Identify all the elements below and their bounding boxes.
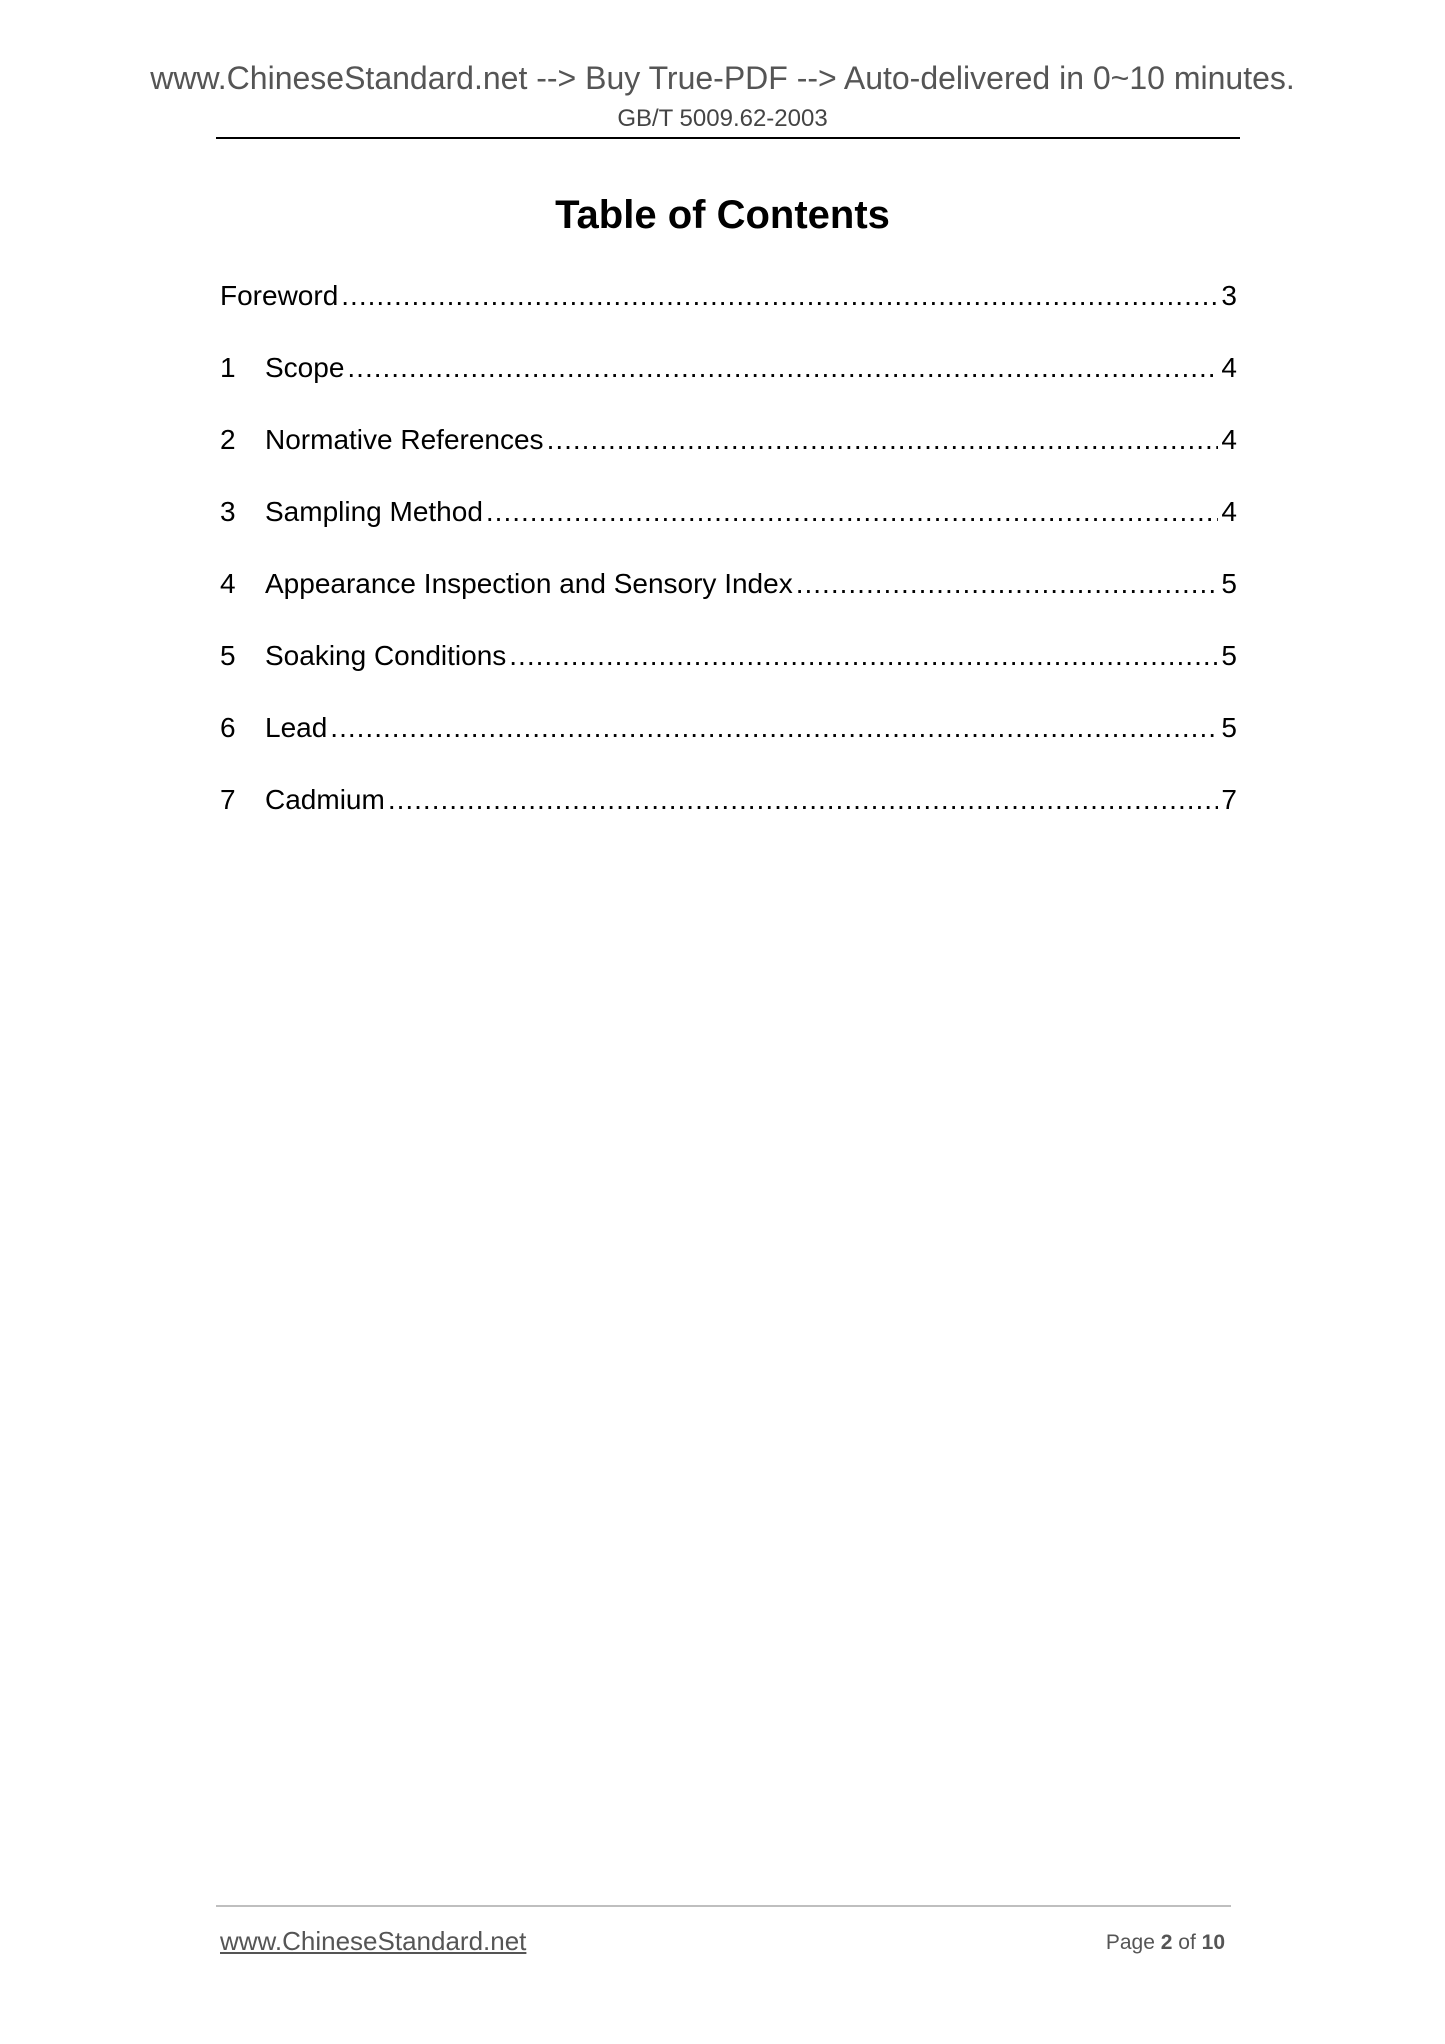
toc-entry-soaking-conditions[interactable] [220, 636, 1237, 708]
toc-leader-dots [347, 348, 1218, 388]
page-of: of [1178, 1931, 1196, 1954]
toc-entry-page: 4 [1221, 424, 1237, 455]
toc-entry-page: 5 [1221, 712, 1237, 743]
header-divider [216, 137, 1240, 139]
toc-entry-label: Normative References [265, 424, 544, 455]
toc-entry-label: Lead [265, 712, 328, 743]
toc-leader-dots [547, 420, 1219, 460]
toc-entry-sampling-method[interactable] [220, 492, 1237, 564]
footer-divider [216, 1905, 1231, 1907]
toc-list [220, 276, 1237, 852]
toc-entry-page: 5 [1221, 640, 1237, 671]
toc-leader-dots [341, 276, 1218, 316]
toc-leader-dots [509, 636, 1218, 676]
toc-entry-label: Soaking Conditions [265, 640, 507, 671]
toc-entry-number: 4 [220, 568, 236, 599]
page-prefix: Page [1105, 1931, 1155, 1954]
toc-entry-foreword[interactable] [220, 276, 1237, 348]
toc-entry-number: 7 [220, 784, 236, 815]
footer-website-link[interactable]: www.ChineseStandard.net [220, 1926, 527, 1956]
toc-title: Table of Contents [555, 193, 890, 237]
toc-entry-number: 5 [220, 640, 236, 671]
toc-entry-normative-references[interactable] [220, 420, 1237, 492]
toc-entry-page: 4 [1221, 352, 1237, 383]
toc-entry-number: 2 [220, 424, 236, 455]
toc-entry-label: Sampling Method [265, 496, 483, 527]
toc-leader-dots [388, 780, 1219, 820]
standard-code: GB/T 5009.62-2003 [617, 105, 828, 132]
toc-leader-dots [330, 708, 1218, 748]
toc-leader-dots [796, 564, 1219, 604]
toc-entry-page: 5 [1221, 568, 1237, 599]
toc-entry-number: 6 [220, 712, 236, 743]
toc-entry-page: 4 [1221, 496, 1237, 527]
toc-entry-page: 7 [1221, 784, 1237, 815]
toc-entry-lead[interactable] [220, 708, 1237, 780]
toc-entry-page: 3 [1221, 280, 1237, 311]
site-banner: www.ChineseStandard.net --> Buy True-PDF --> Auto-delivered in 0~10 minutes. [150, 60, 1295, 96]
toc-entry-label: Appearance Inspection and Sensory Index [265, 568, 793, 599]
toc-entry-label: Cadmium [265, 784, 385, 815]
toc-entry-label: Scope [265, 352, 345, 383]
toc-entry-label: Foreword [220, 280, 339, 311]
toc-entry-cadmium[interactable] [220, 780, 1237, 852]
toc-entry-scope[interactable] [220, 348, 1237, 420]
current-page: 2 [1160, 1931, 1173, 1954]
toc-entry-number: 1 [220, 352, 236, 383]
total-pages: 10 [1201, 1931, 1225, 1954]
page-number [1106, 1928, 1225, 1958]
toc-entry-appearance-inspection[interactable] [220, 564, 1237, 636]
toc-entry-number: 3 [220, 496, 236, 527]
toc-leader-dots [486, 492, 1219, 532]
